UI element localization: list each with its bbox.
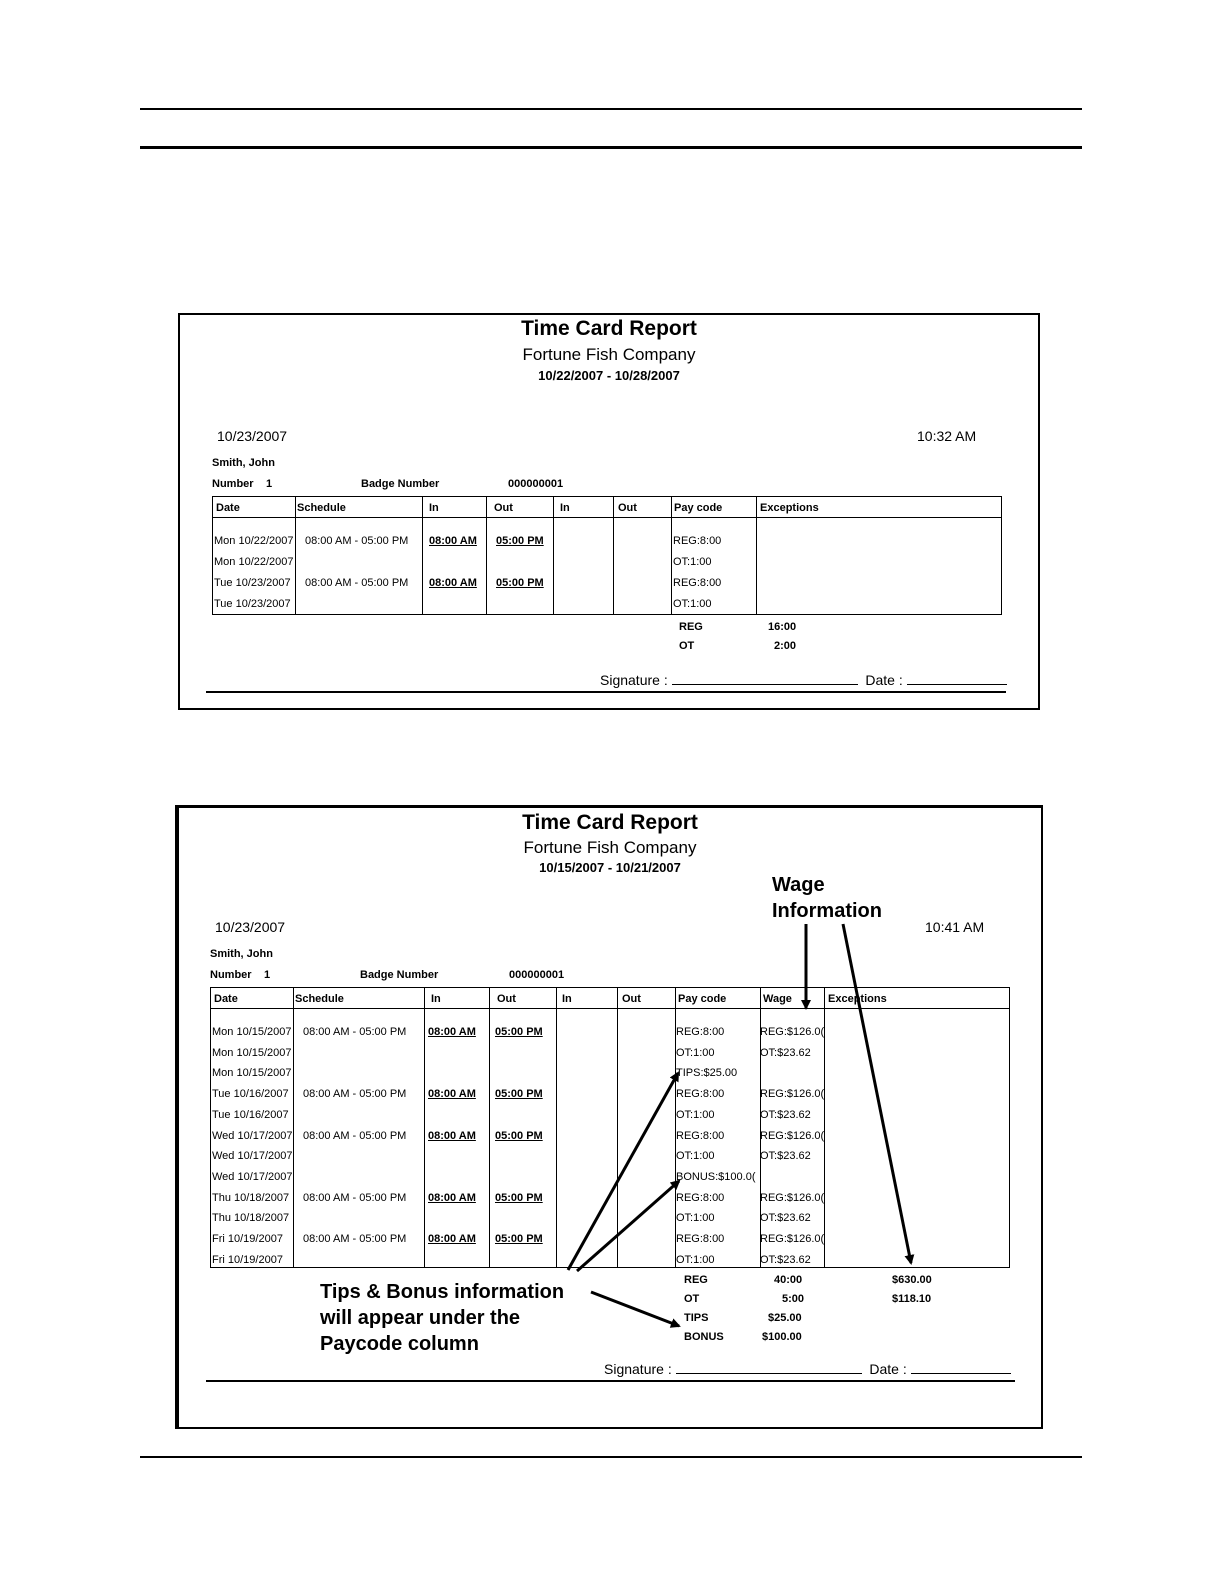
row-schedule: 08:00 AM - 05:00 PM bbox=[303, 1233, 407, 1245]
col-header-out-2: Out bbox=[622, 993, 641, 1005]
row-date: Mon 10/15/2007 bbox=[212, 1046, 292, 1059]
row-schedule: 08:00 AM - 05:00 PM bbox=[303, 1088, 407, 1101]
row-out: 05:00 PM bbox=[496, 577, 544, 589]
employee-name: Smith, John bbox=[210, 948, 273, 960]
row-paycode: REG:8:00 bbox=[673, 577, 722, 589]
row-in: 08:00 AM bbox=[428, 1233, 476, 1245]
header-rule-top bbox=[140, 108, 1082, 110]
arrow-to-wage-totals bbox=[843, 924, 911, 1263]
badge-value: 000000001 bbox=[508, 478, 564, 490]
row-schedule: 08:00 AM - 05:00 PM bbox=[303, 1129, 407, 1142]
total-wage-ot: $118.10 bbox=[892, 1293, 932, 1305]
row-wage: REG:$126.0( bbox=[760, 1026, 825, 1038]
number-value: 1 bbox=[264, 969, 271, 981]
total-wage-reg: $630.00 bbox=[892, 1274, 932, 1286]
col-header-paycode: Pay code bbox=[674, 502, 723, 514]
row-date: Thu 10/18/2007 bbox=[212, 1191, 290, 1204]
row-paycode: REG:8:00 bbox=[676, 1191, 725, 1204]
col-header-out-2: Out bbox=[618, 502, 637, 514]
total-label-ot: OT bbox=[684, 1293, 700, 1305]
row-in: 08:00 AM bbox=[429, 535, 477, 547]
row-date: Fri 10/19/2007 bbox=[212, 1233, 283, 1245]
col-header-date: Date bbox=[216, 502, 240, 514]
col-header-schedule: Schedule bbox=[295, 993, 344, 1005]
row-schedule: 08:00 AM - 05:00 PM bbox=[303, 1026, 407, 1038]
row-date: Mon 10/15/2007 bbox=[212, 1026, 292, 1038]
row-wage: OT:$23.62 bbox=[760, 1046, 811, 1059]
date-label: Date : bbox=[869, 1361, 907, 1377]
row-wage: OT:$23.62 bbox=[760, 1212, 811, 1225]
total-hours-reg: 40:00 bbox=[774, 1274, 803, 1286]
signature-blank bbox=[672, 684, 858, 685]
report-title: Time Card Report bbox=[522, 811, 698, 834]
signature-label: Signature : bbox=[604, 1361, 672, 1377]
signature-blank bbox=[676, 1373, 862, 1374]
print-date: 10/23/2007 bbox=[215, 919, 286, 935]
row-paycode: OT:1:00 bbox=[676, 1150, 715, 1163]
row-paycode: REG:8:00 bbox=[676, 1088, 725, 1101]
badge-label: Badge Number bbox=[360, 969, 439, 981]
report-title: Time Card Report bbox=[521, 317, 697, 340]
date-blank bbox=[911, 1373, 1011, 1374]
row-out: 05:00 PM bbox=[495, 1129, 543, 1142]
row-in: 08:00 AM bbox=[428, 1088, 476, 1101]
row-out: 05:00 PM bbox=[496, 535, 544, 547]
row-wage: OT:$23.62 bbox=[760, 1150, 811, 1163]
row-paycode: OT:1:00 bbox=[676, 1253, 715, 1266]
total-amount-tips: $25.00 bbox=[768, 1312, 802, 1324]
print-time: 10:32 AM bbox=[917, 428, 977, 444]
callout-line: Wage bbox=[772, 874, 825, 896]
badge-label: Badge Number bbox=[361, 478, 440, 490]
row-out: 05:00 PM bbox=[495, 1088, 543, 1101]
signature-label: Signature : bbox=[600, 672, 668, 688]
row-out: 05:00 PM bbox=[495, 1191, 543, 1204]
total-label-ot: OT bbox=[679, 640, 695, 652]
col-header-schedule: Schedule bbox=[297, 502, 346, 514]
employee-name: Smith, John bbox=[212, 457, 275, 469]
number-value: 1 bbox=[266, 478, 273, 490]
total-amount-bonus: $100.00 bbox=[762, 1331, 802, 1343]
company-name: Fortune Fish Company bbox=[522, 345, 696, 364]
date-label: Date : bbox=[865, 672, 903, 688]
callout-line: Tips & Bonus information bbox=[320, 1281, 565, 1303]
col-header-out: Out bbox=[494, 502, 513, 514]
number-label: Number bbox=[210, 969, 252, 981]
footer-rule bbox=[140, 1456, 1082, 1458]
row-paycode: OT:1:00 bbox=[673, 556, 712, 568]
header-rule-bottom bbox=[140, 146, 1082, 149]
row-date: Wed 10/17/2007 bbox=[212, 1129, 293, 1142]
row-schedule: 08:00 AM - 05:00 PM bbox=[305, 577, 409, 589]
callout-line: Information bbox=[772, 900, 882, 922]
row-out: 05:00 PM bbox=[495, 1233, 543, 1245]
report-period: 10/22/2007 - 10/28/2007 bbox=[538, 368, 680, 383]
time-card-report-1 bbox=[178, 313, 1040, 710]
row-paycode: OT:1:00 bbox=[676, 1046, 715, 1059]
callout-line: will appear under the bbox=[320, 1307, 521, 1329]
row-wage: REG:$126.0( bbox=[760, 1233, 825, 1245]
signature-line bbox=[600, 672, 1007, 688]
callout-line: Paycode column bbox=[320, 1333, 479, 1355]
row-paycode: OT:1:00 bbox=[676, 1212, 715, 1225]
row-paycode: REG:8:00 bbox=[676, 1233, 725, 1245]
badge-value: 000000001 bbox=[509, 969, 565, 981]
company-name: Fortune Fish Company bbox=[523, 838, 697, 857]
print-date: 10/23/2007 bbox=[217, 428, 288, 444]
row-paycode: OT:1:00 bbox=[676, 1108, 715, 1121]
row-in: 08:00 AM bbox=[428, 1026, 476, 1038]
row-wage: OT:$23.62 bbox=[760, 1108, 811, 1121]
col-header-wage: Wage bbox=[763, 993, 792, 1005]
report-period: 10/15/2007 - 10/21/2007 bbox=[539, 860, 681, 875]
row-paycode: BONUS:$100.0( bbox=[676, 1170, 756, 1183]
row-schedule: 08:00 AM - 05:00 PM bbox=[305, 535, 409, 547]
date-blank bbox=[907, 684, 1007, 685]
row-in: 08:00 AM bbox=[429, 577, 477, 589]
row-paycode: REG:8:00 bbox=[673, 535, 722, 547]
col-header-in: In bbox=[429, 502, 439, 514]
signature-line bbox=[604, 1361, 1011, 1377]
row-date: Mon 10/22/2007 bbox=[214, 556, 294, 568]
col-header-in-2: In bbox=[562, 993, 572, 1005]
col-header-date: Date bbox=[214, 993, 238, 1005]
col-header-paycode: Pay code bbox=[678, 993, 727, 1005]
row-date: Wed 10/17/2007 bbox=[212, 1150, 293, 1163]
annotation-arrows bbox=[179, 808, 1041, 1426]
report-bottom-rule bbox=[206, 691, 1006, 693]
print-time: 10:41 AM bbox=[925, 919, 985, 935]
col-header-exceptions: Exceptions bbox=[828, 993, 887, 1005]
row-paycode: REG:8:00 bbox=[676, 1129, 725, 1142]
arrow-to-totals bbox=[591, 1292, 679, 1326]
row-date: Wed 10/17/2007 bbox=[212, 1170, 293, 1183]
total-hours-ot: 5:00 bbox=[782, 1293, 805, 1305]
timecard-table bbox=[212, 496, 1002, 615]
total-label-reg: REG bbox=[684, 1274, 708, 1286]
row-date: Fri 10/19/2007 bbox=[212, 1253, 283, 1266]
total-hours-ot: 2:00 bbox=[774, 640, 797, 652]
row-date: Tue 10/16/2007 bbox=[212, 1108, 289, 1121]
total-hours-reg: 16:00 bbox=[768, 621, 797, 633]
row-wage: REG:$126.0( bbox=[760, 1129, 825, 1142]
row-schedule: 08:00 AM - 05:00 PM bbox=[303, 1191, 407, 1204]
total-label-reg: REG bbox=[679, 621, 703, 633]
row-wage: OT:$23.62 bbox=[760, 1253, 811, 1266]
row-wage: REG:$126.0( bbox=[760, 1088, 825, 1101]
row-in: 08:00 AM bbox=[428, 1129, 476, 1142]
row-paycode: REG:8:00 bbox=[676, 1026, 725, 1038]
row-out: 05:00 PM bbox=[495, 1026, 543, 1038]
col-header-in: In bbox=[431, 993, 441, 1005]
row-date: Thu 10/18/2007 bbox=[212, 1212, 290, 1225]
row-paycode: TIPS:$25.00 bbox=[676, 1067, 738, 1080]
row-wage: REG:$126.0( bbox=[760, 1191, 825, 1204]
col-header-out: Out bbox=[497, 993, 516, 1005]
time-card-report-2 bbox=[175, 805, 1043, 1429]
number-label: Number bbox=[212, 478, 254, 490]
row-in: 08:00 AM bbox=[428, 1191, 476, 1204]
col-header-in-2: In bbox=[560, 502, 570, 514]
row-paycode: OT:1:00 bbox=[673, 598, 712, 610]
total-label-bonus: BONUS bbox=[684, 1331, 724, 1343]
row-date: Mon 10/15/2007 bbox=[212, 1067, 292, 1080]
row-date: Tue 10/23/2007 bbox=[214, 598, 291, 610]
row-date: Mon 10/22/2007 bbox=[214, 535, 294, 547]
report-bottom-rule bbox=[206, 1380, 1015, 1382]
col-header-exceptions: Exceptions bbox=[760, 502, 819, 514]
row-date: Tue 10/23/2007 bbox=[214, 577, 291, 589]
row-date: Tue 10/16/2007 bbox=[212, 1088, 289, 1101]
total-label-tips: TIPS bbox=[684, 1312, 709, 1324]
arrow-to-tips bbox=[568, 1073, 678, 1270]
